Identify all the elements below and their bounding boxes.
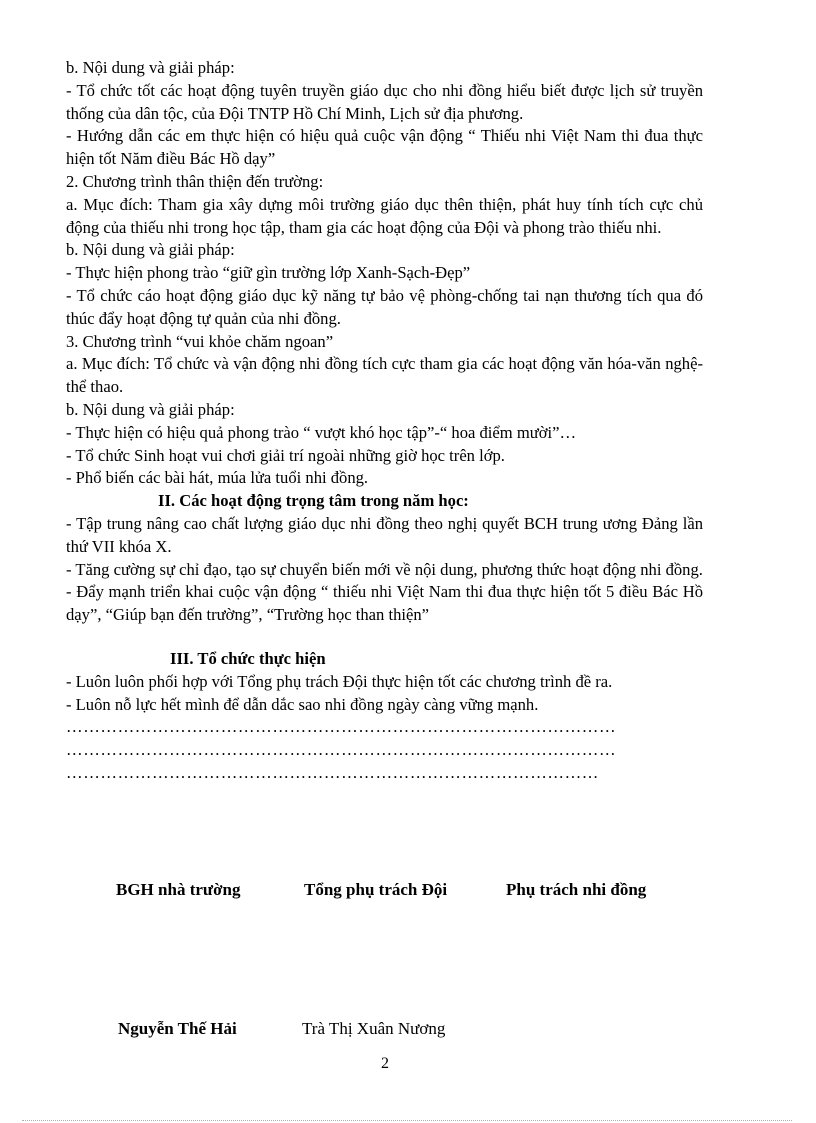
document-body (66, 57, 703, 785)
signature-title-children-leader: Phụ trách nhi đồng (506, 880, 647, 899)
paragraph: - Tổ chức Sinh hoạt vui chơi giải trí ngoài những giờ học trên lớp. (66, 445, 505, 465)
section-3-title: 3. Chương trình “vui khỏe chăm ngoan” (66, 331, 334, 351)
signer-name-principal: Nguyễn Thế Hải (118, 1019, 237, 1038)
heading-part-3: III. Tổ chức thực hiện (170, 648, 326, 668)
page-number: 2 (381, 1055, 389, 1072)
paragraph: - Phổ biến các bài hát, múa lửa tuổi nhi đồng. (66, 468, 369, 488)
subheading-b-content-3: b. Nội dung và giải pháp: (66, 399, 235, 419)
paragraph: - Tăng cường sự chỉ đạo, tạo sự chuyển biến mới về nội dung, phương thức hoạt động nhi đồng. (66, 559, 703, 579)
spacer (66, 627, 703, 648)
signer-name-team-leader: Trà Thị Xuân Nương (302, 1019, 446, 1038)
heading-part-2: II. Các hoạt động trọng tâm trong năm học: (158, 491, 469, 511)
paragraph: a. Mục đích: Tham gia xây dựng môi trường giáo dục thên thiện, phát huy tính tích cực chủ động của thiếu nhi trong học tập, tham gia các hoạt động của Đội và phong trào thiếu nhi. (66, 194, 703, 237)
paragraph: - Đẩy mạnh triển khai cuộc vận động “ thiếu nhi Việt Nam thi đua thực hiện tốt 5 điều Bác Hồ dạy”, “Giúp bạn đến trường”, “Trường học than thiện” (66, 582, 703, 625)
subheading-b-content-2: b. Nội dung và giải pháp: (66, 240, 235, 260)
dotted-line: …………………………………………………………………………………… (66, 740, 617, 760)
paragraph: - Luôn luôn phối hợp với Tổng phụ trách Đội thực hiện tốt các chương trình đề ra. (66, 671, 613, 691)
page-bottom-border (22, 1120, 792, 1121)
signature-names (0, 1019, 816, 1045)
subheading-b-content-1: b. Nội dung và giải pháp: (66, 58, 235, 77)
paragraph: - Tập trung nâng cao chất lượng giáo dục nhi đồng theo nghị quyết BCH trung ương Đảng lần thứ VII khóa X. (66, 513, 703, 556)
section-2-title: 2. Chương trình thân thiện đến trường: (66, 171, 324, 191)
signature-title-principal: BGH nhà trường (116, 880, 241, 899)
paragraph: - Thực hiện có hiệu quả phong trào “ vượt khó học tập”-“ hoa điểm mười”… (66, 422, 577, 442)
signature-title-team-leader: Tổng phụ trách Đội (304, 880, 448, 899)
paragraph: a. Mục đích: Tổ chức và vận động nhi đồng tích cực tham gia các hoạt động văn hóa-văn nghệ-thể thao. (66, 354, 703, 397)
paragraph: - Tổ chức cáo hoạt động giáo dục kỹ năng tự bảo vệ phòng-chống tai nạn thương tích qua đó thúc đẩy hoạt động tự quản của nhi đồng. (66, 285, 703, 328)
dotted-line: …………………………………………………………………………………… (66, 717, 617, 737)
paragraph: - Hướng dẫn các em thực hiện có hiệu quả cuộc vận động “ Thiếu nhi Việt Nam thi đua thực hiện tốt Năm điều Bác Hồ dạy” (66, 126, 703, 169)
paragraph: - Luôn nỗ lực hết mình để dẫn dắc sao nhi đồng ngày càng vững mạnh. (66, 694, 539, 714)
paragraph: - Tổ chức tốt các hoạt động tuyên truyền giáo dục cho nhi đồng hiểu biết được lịch sử truyền thống của dân tộc, của Đội TNTP Hồ Chí Minh, Lịch sử địa phương. (66, 80, 703, 123)
signature-titles (0, 880, 816, 906)
dotted-line: ………………………………………………………………………………… (66, 762, 600, 782)
paragraph: - Thực hiện phong trào “giữ gìn trường lớp Xanh-Sạch-Đẹp” (66, 263, 471, 283)
